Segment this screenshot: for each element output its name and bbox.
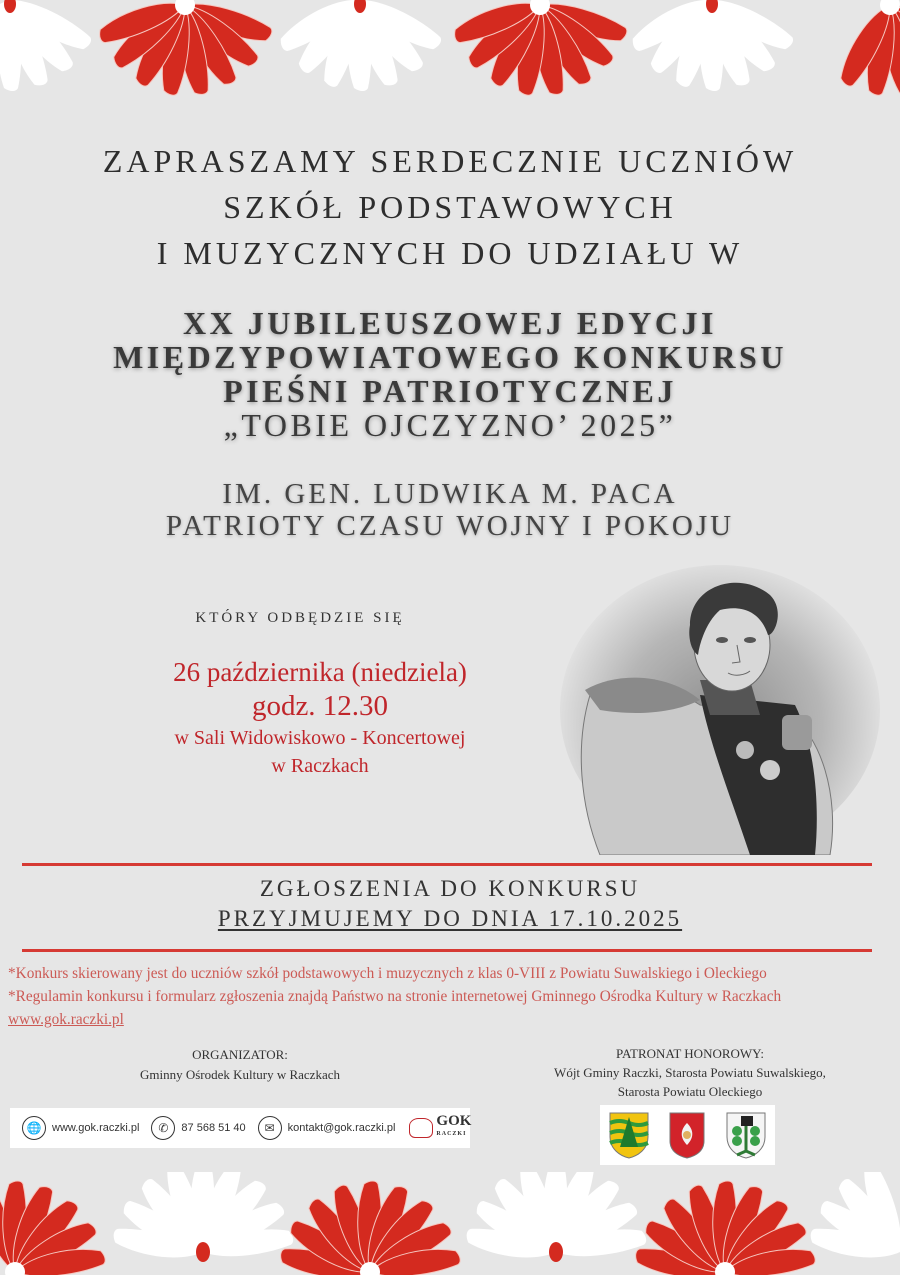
flower-icon: [0, 0, 900, 97]
globe-icon: 🌐: [22, 1116, 46, 1140]
mail-icon: ✉: [258, 1116, 282, 1140]
contact-bar: [10, 1108, 470, 1148]
note-regulations: *Regulamin konkursu i formularz zgłoszenia znajdą Państwo na stronie internetowej Gminnego Ośrodka Kultury w Raczkach www.gok.raczki.pl: [8, 988, 782, 1028]
invitation-heading: [0, 138, 900, 276]
note-eligibility: *Konkurs skierowany jest do uczniów szkół podstawowych i muzycznych z klas 0-VIII z Powiatu Suwalskiego i Oleckiego: [8, 965, 767, 982]
patron-line: IM. GEN. LUDWIKA M. PACA: [222, 478, 678, 510]
submission-info: [0, 876, 900, 932]
honorary-line: Wójt Gminy Raczki, Starosta Powiatu Suwalskiego,: [554, 1065, 826, 1080]
bottom-flower-border: [0, 1172, 900, 1275]
patron-heading: [0, 478, 900, 542]
contest-name: „TOBIE OJCZYZNO’ 2025”: [223, 407, 677, 443]
event-date: 26 października (niedziela): [173, 657, 467, 687]
patron-line: PATRIOTY CZASU WOJNY I POKOJU: [165, 510, 735, 542]
powiat-suwalski-crest-icon: [666, 1111, 708, 1159]
phone-icon: ✆: [151, 1116, 175, 1140]
event-place: w Sali Widowiskowo - Koncertowej: [174, 727, 466, 749]
contest-title: [0, 306, 900, 442]
top-flower-border: [0, 0, 900, 100]
event-lead: KTÓRY ODBĘDZIE SIĘ: [195, 610, 405, 626]
organizer-name: Gminny Ośrodek Kultury w Raczkach: [139, 1067, 340, 1082]
website-link[interactable]: www.gok.raczki.pl: [8, 1011, 124, 1028]
event-time: godz. 12.30: [251, 690, 389, 722]
gmina-raczki-crest-icon: [608, 1111, 650, 1159]
flower-icon: [0, 1172, 900, 1275]
honorary-line: Starosta Powiatu Oleckiego: [617, 1084, 763, 1099]
invitation-line: SZKÓŁ PODSTAWOWYCH: [223, 189, 677, 225]
contact-email[interactable]: kontakt@gok.raczki.pl: [287, 1122, 396, 1134]
organizer-label: ORGANIZATOR:: [192, 1047, 288, 1062]
honorary-label: PATRONAT HONOROWY:: [616, 1046, 764, 1061]
notes: [8, 962, 893, 1031]
organizer-block: [90, 1045, 390, 1085]
contest-line: MIĘDZYPOWIATOWEGO KONKURSU: [113, 339, 787, 375]
divider-top: [22, 863, 872, 866]
contact-phone: 87 568 51 40: [181, 1122, 246, 1134]
invitation-line: ZAPRASZAMY SERDECZNIE UCZNIÓW: [102, 143, 798, 179]
house-icon: [409, 1118, 433, 1138]
event-town: w Raczkach: [271, 755, 369, 777]
crests: [600, 1105, 775, 1165]
portrait-image: [560, 565, 880, 855]
divider-bottom: [22, 949, 872, 952]
contest-line: PIEŚNI PATRIOTYCZNEJ: [223, 373, 677, 409]
honorary-patronage: [500, 1044, 880, 1101]
submission-heading: ZGŁOSZENIA DO KONKURSU: [259, 876, 641, 901]
contact-website[interactable]: www.gok.raczki.pl: [52, 1122, 140, 1134]
event-info: [90, 610, 550, 780]
gok-logo: GOK RACZKI: [409, 1115, 471, 1141]
submission-deadline: PRZYJMUJEMY DO DNIA 17.10.2025: [217, 906, 683, 931]
contest-line: XX JUBILEUSZOWEJ EDYCJI: [183, 305, 717, 341]
invitation-line: I MUZYCZNYCH DO UDZIAŁU W: [156, 235, 744, 271]
powiat-olecki-crest-icon: [725, 1111, 767, 1159]
